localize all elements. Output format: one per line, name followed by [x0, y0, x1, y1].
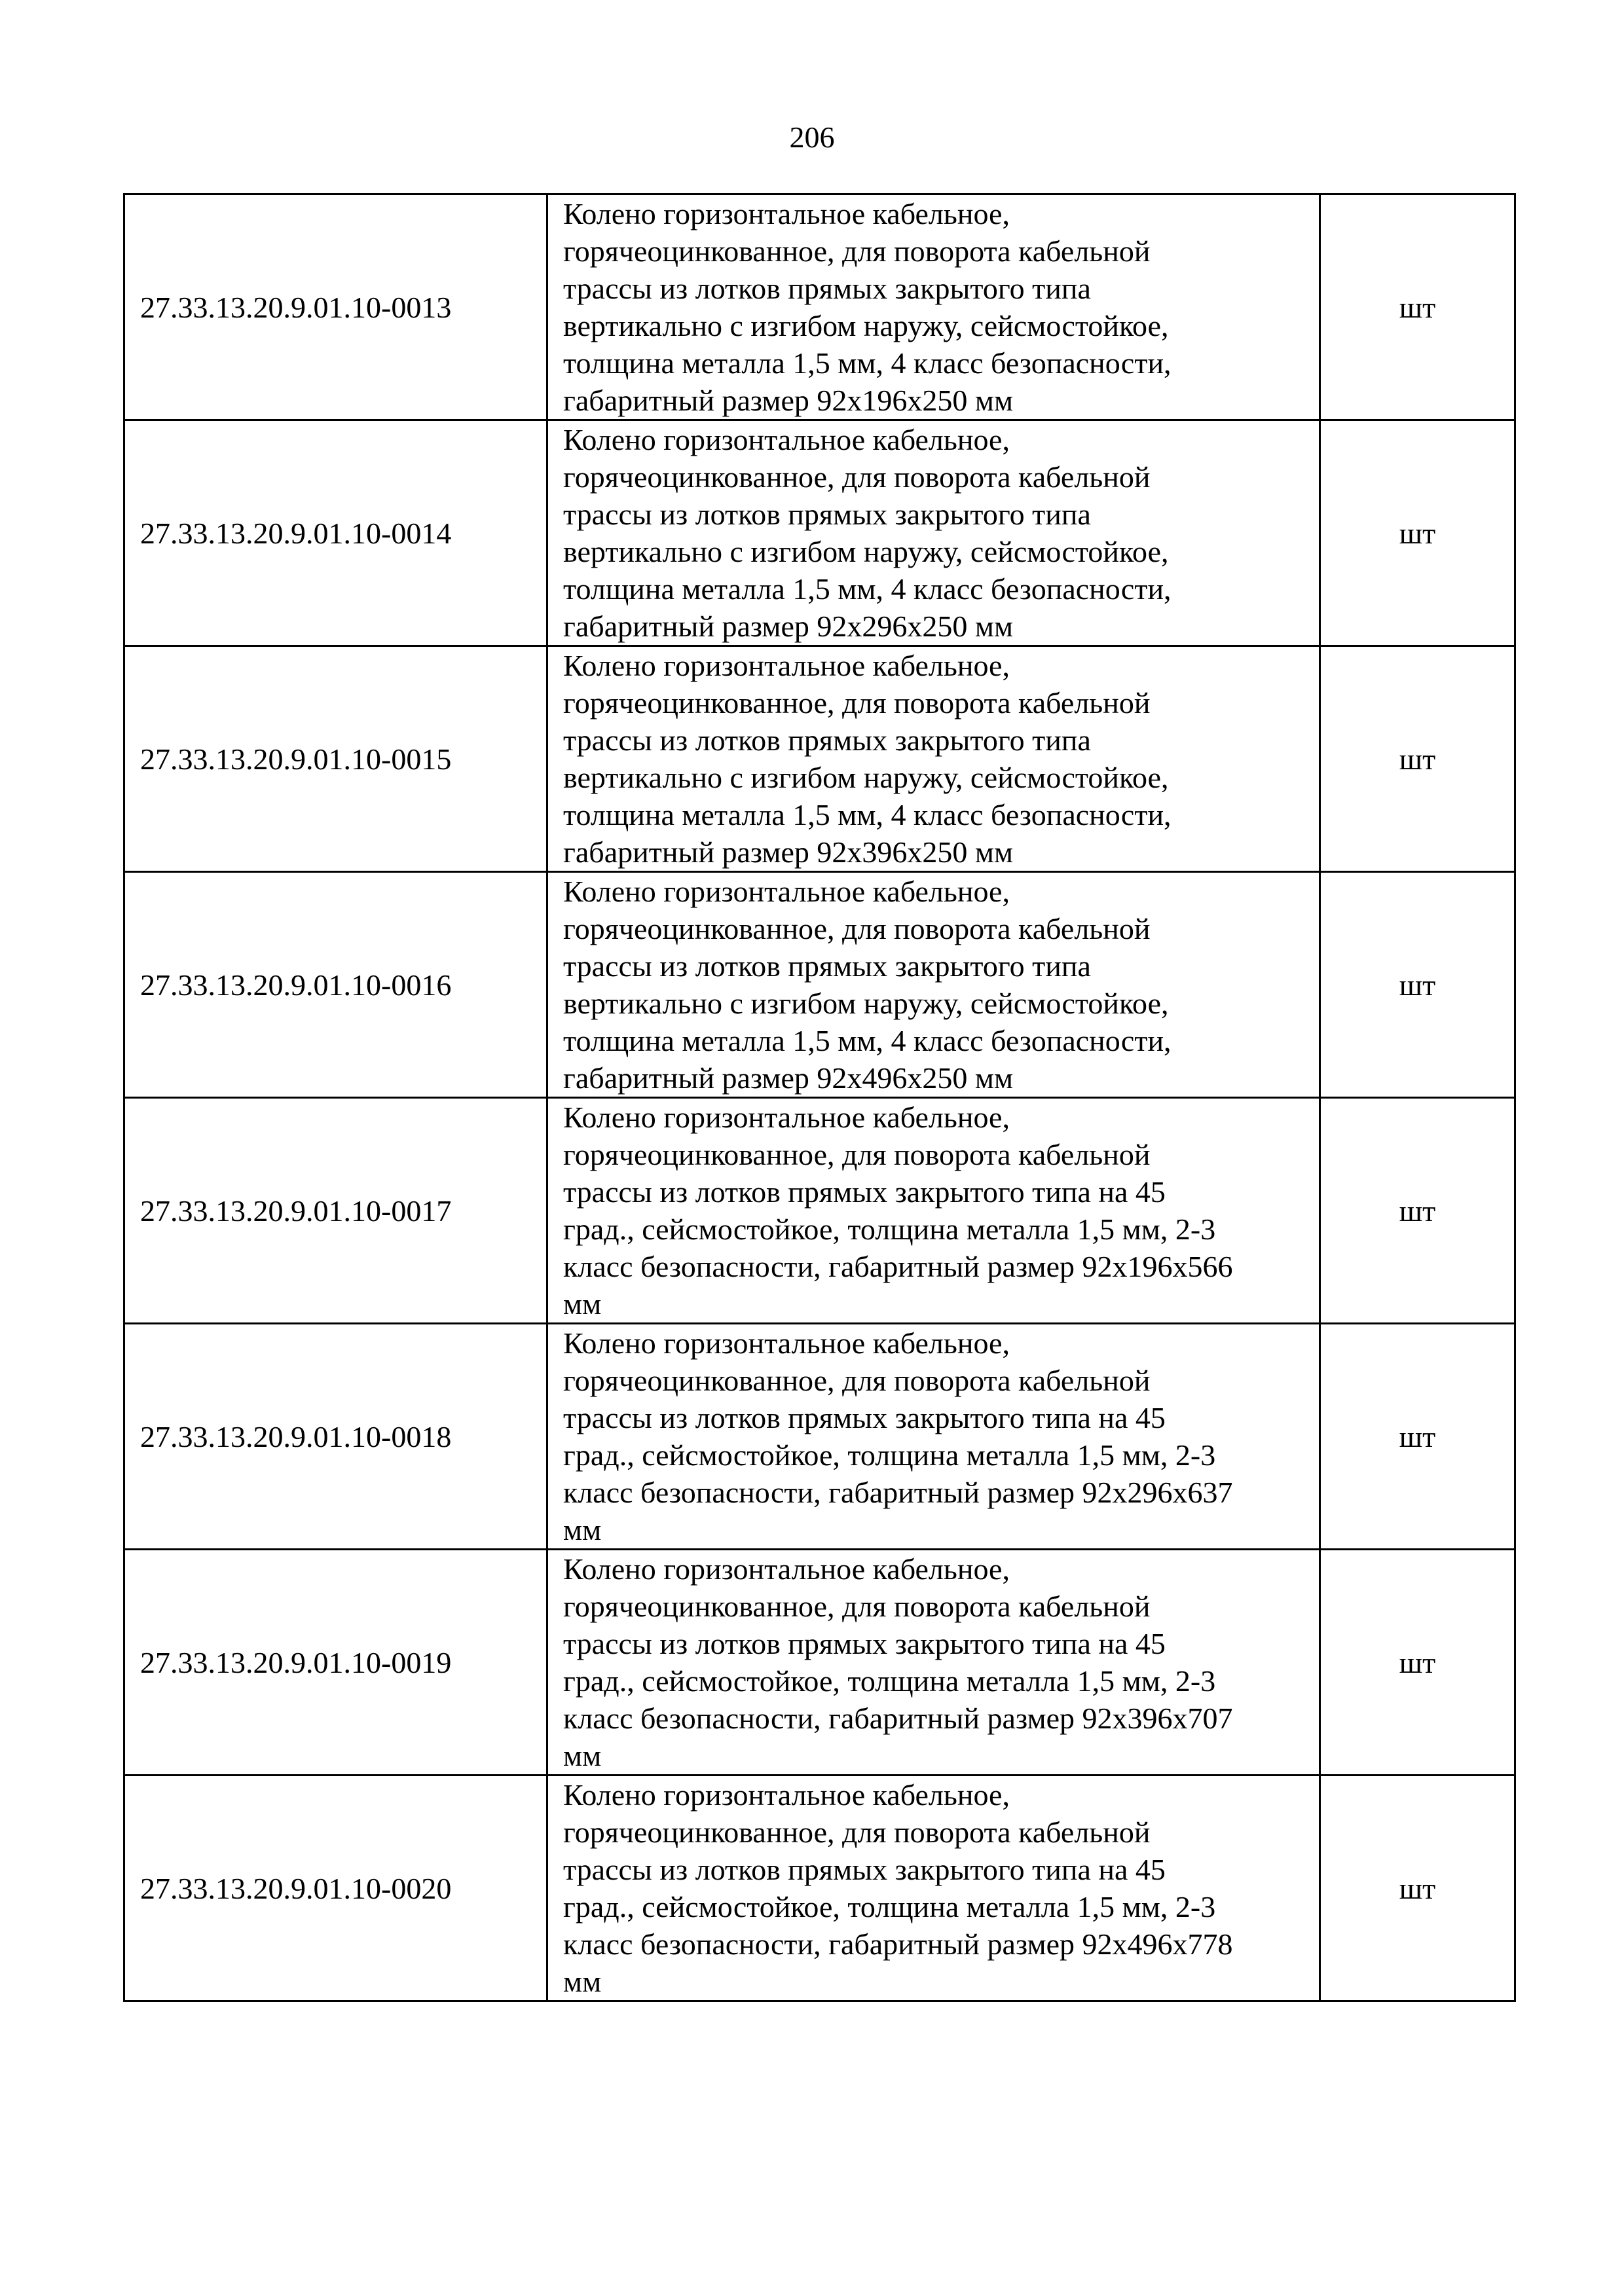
description-line: класс безопасности, габаритный размер 92x496x778 [563, 1927, 1233, 1961]
unit-cell: шт [1320, 646, 1515, 872]
resource-code-cell: 27.33.13.20.9.01.10-0018 [124, 1324, 547, 1550]
description-line: Колено горизонтальное кабельное, [563, 1326, 1010, 1360]
description-line: град., сейсмостойкое, толщина металла 1,5 мм, 2-3 [563, 1890, 1216, 1923]
description-cell [547, 194, 1320, 420]
description-line: габаритный размер 92x496x250 мм [563, 1061, 1014, 1095]
unit-cell: шт [1320, 1098, 1515, 1324]
description-line: вертикально с изгибом наружу, сейсмостойкое, [563, 535, 1169, 568]
description-line: трассы из лотков прямых закрытого типа на 45 [563, 1401, 1166, 1434]
resource-code-cell: 27.33.13.20.9.01.10-0017 [124, 1098, 547, 1324]
unit-cell: шт [1320, 1776, 1515, 2001]
table-row [124, 646, 1515, 872]
description-line: Колено горизонтальное кабельное, [563, 197, 1010, 230]
table-row [124, 1776, 1515, 2001]
unit-cell: шт [1320, 194, 1515, 420]
table-body [124, 194, 1515, 2001]
description-cell [547, 1098, 1320, 1324]
description-line: толщина металла 1,5 мм, 4 класс безопасности, [563, 346, 1172, 380]
description-line: габаритный размер 92x396x250 мм [563, 835, 1014, 869]
description-line: Колено горизонтальное кабельное, [563, 1101, 1010, 1134]
description-line: град., сейсмостойкое, толщина металла 1,5 мм, 2-3 [563, 1664, 1216, 1698]
description-line: горячеоцинкованное, для поворота кабельной [563, 1815, 1151, 1849]
description-line: вертикально с изгибом наружу, сейсмостойкое, [563, 987, 1169, 1020]
table-row [124, 1550, 1515, 1776]
resource-code-cell: 27.33.13.20.9.01.10-0020 [124, 1776, 547, 2001]
description-line: горячеоцинкованное, для поворота кабельной [563, 1364, 1151, 1397]
description-line: трассы из лотков прямых закрытого типа [563, 723, 1091, 757]
resource-code-cell: 27.33.13.20.9.01.10-0013 [124, 194, 547, 420]
description-line: вертикально с изгибом наружу, сейсмостойкое, [563, 761, 1169, 794]
description-line: толщина металла 1,5 мм, 4 класс безопасности, [563, 1024, 1172, 1057]
description-line: класс безопасности, габаритный размер 92x296x637 [563, 1476, 1233, 1509]
description-line: горячеоцинкованное, для поворота кабельной [563, 1590, 1151, 1623]
description-line: горячеоцинкованное, для поворота кабельной [563, 234, 1151, 268]
description-line: мм [563, 1287, 602, 1321]
resource-code-cell: 27.33.13.20.9.01.10-0019 [124, 1550, 547, 1776]
resource-table [123, 193, 1516, 2002]
unit-cell: шт [1320, 1550, 1515, 1776]
description-line: Колено горизонтальное кабельное, [563, 649, 1010, 682]
description-line: град., сейсмостойкое, толщина металла 1,5 мм, 2-3 [563, 1212, 1216, 1246]
table-row [124, 872, 1515, 1098]
description-line: класс безопасности, габаритный размер 92x196x566 [563, 1250, 1233, 1283]
resource-code-cell: 27.33.13.20.9.01.10-0015 [124, 646, 547, 872]
table-row [124, 1098, 1515, 1324]
description-line: мм [563, 1965, 602, 1998]
resource-code-cell: 27.33.13.20.9.01.10-0014 [124, 420, 547, 646]
description-line: толщина металла 1,5 мм, 4 класс безопасности, [563, 572, 1172, 606]
description-line: трассы из лотков прямых закрытого типа [563, 498, 1091, 531]
description-line: Колено горизонтальное кабельное, [563, 875, 1010, 908]
description-line: Колено горизонтальное кабельное, [563, 1552, 1010, 1586]
description-line: габаритный размер 92x196x250 мм [563, 384, 1014, 417]
table-row [124, 194, 1515, 420]
description-cell [547, 646, 1320, 872]
description-line: горячеоцинкованное, для поворота кабельной [563, 912, 1151, 945]
description-cell [547, 1550, 1320, 1776]
description-line: трассы из лотков прямых закрытого типа на 45 [563, 1175, 1166, 1209]
description-line: толщина металла 1,5 мм, 4 класс безопасности, [563, 798, 1172, 831]
description-line: трассы из лотков прямых закрытого типа на 45 [563, 1627, 1166, 1660]
description-line: горячеоцинкованное, для поворота кабельной [563, 1138, 1151, 1171]
page-number: 206 [789, 120, 835, 154]
description-line: Колено горизонтальное кабельное, [563, 423, 1010, 456]
unit-cell: шт [1320, 872, 1515, 1098]
description-line: мм [563, 1513, 602, 1546]
unit-cell: шт [1320, 420, 1515, 646]
resource-code-cell: 27.33.13.20.9.01.10-0016 [124, 872, 547, 1098]
unit-cell: шт [1320, 1324, 1515, 1550]
description-line: горячеоцинкованное, для поворота кабельной [563, 686, 1151, 720]
description-cell [547, 1324, 1320, 1550]
description-line: трассы из лотков прямых закрытого типа [563, 272, 1091, 305]
description-line: трассы из лотков прямых закрытого типа [563, 949, 1091, 983]
table-row [124, 420, 1515, 646]
description-line: горячеоцинкованное, для поворота кабельной [563, 460, 1151, 494]
table-row [124, 1324, 1515, 1550]
description-line: Колено горизонтальное кабельное, [563, 1778, 1010, 1812]
description-cell [547, 420, 1320, 646]
description-line: вертикально с изгибом наружу, сейсмостойкое, [563, 309, 1169, 342]
description-line: мм [563, 1739, 602, 1772]
description-line: град., сейсмостойкое, толщина металла 1,5 мм, 2-3 [563, 1438, 1216, 1472]
description-cell [547, 1776, 1320, 2001]
description-line: класс безопасности, габаритный размер 92x396x707 [563, 1702, 1233, 1735]
description-line: габаритный размер 92x296x250 мм [563, 610, 1014, 643]
description-line: трассы из лотков прямых закрытого типа на 45 [563, 1853, 1166, 1886]
description-cell [547, 872, 1320, 1098]
